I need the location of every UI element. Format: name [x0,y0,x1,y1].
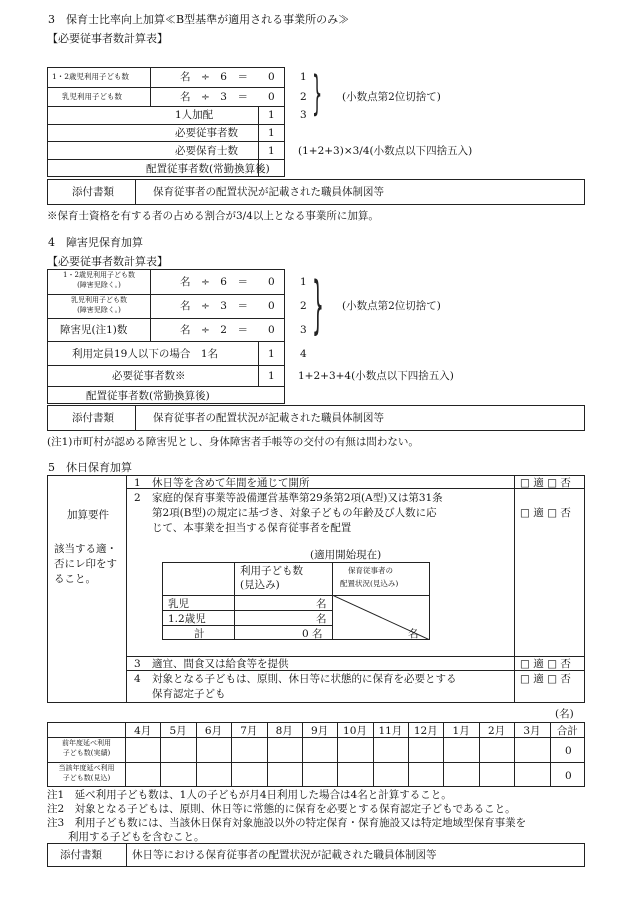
s3-note: ※保育士資格を有する者の占める割合が3/4以上となる事業所に加算。 [47,210,379,222]
s5-inner-col1-1: 利用子ども数 [240,565,303,577]
s3-attach-text: 保育従事者の配置状況が記載された職員体制図等 [153,186,384,198]
s3-row1-formula: 名 ÷ 6 ＝ [180,71,248,83]
month-header: 8月 [275,725,293,737]
s5-item3-no: 3 [134,658,141,670]
s5-note2: 注2 対象となる子どもは、原則、休日等に常態的に保育を必要とする保育認定子どもであること。 [47,803,516,815]
s4-idx2: 2 [300,300,307,312]
s5-req-instr-3: ること。 [54,573,96,585]
s5-unit: (名) [555,708,574,720]
s4-row2-label2: (障害児除く。) [77,306,121,314]
s4-idx1: 1 [300,276,307,288]
s5-item4-line1: 対象となる子どもは、原則、休日等に状態的に保育を必要とする [152,673,457,685]
s3-required-nurse-value: 1 [268,145,275,157]
month-header: 3月 [523,725,541,737]
s5-item3-check[interactable]: □ 適 □ 否 [520,658,571,670]
s4-staff-formula: 1+2+3+4(小数点以下四捨五入) [298,370,454,382]
s5-inner-row2-label: 1.2歳児 [168,613,206,625]
s3-idx1: 1 [300,71,307,83]
s5-inner-caption: (適用開始現在) [310,549,382,561]
s3-nurse-formula: (1+2+3)×3/4(小数点以下四捨五入) [298,145,473,157]
s3-note-round: (小数点第2位切捨て) [342,91,441,103]
s5-inner-row1-label: 乳児 [168,598,189,610]
s3-row2-label: 乳児利用子ども数 [62,92,122,101]
s4-idx3: 3 [300,324,307,336]
s5-mrow2-label2: 子ども数(見込) [62,774,111,782]
s4-note: (注1)市町村が認める障害児とし、身体障害者手帳等の交付の有無は問わない。 [47,436,419,448]
s5-inner-col2-unit: 名 [408,628,419,640]
s3-required-nurse-label: 必要保育士数 [175,145,238,157]
month-header: 2月 [487,725,506,737]
s5-req-label: 加算要件 [67,509,109,521]
s5-inner-row3-label: 計 [194,628,205,640]
s4-required-staff-label: 必要従事者数※ [112,370,186,382]
s5-item2-line3: じて、本事業を担当する保育従事者を配置 [152,522,352,534]
s3-attach-label: 添付書類 [72,186,114,198]
s4-idx4: 4 [300,348,307,360]
s4-row1-label1: 1・2歳児利用子ども数 [63,271,135,279]
s5-attach-text: 休日等における保育従事者の配置状況が記載された職員体制図等 [132,849,437,861]
month-header: 10月 [343,725,367,737]
s5-mrow1-label2: 子ども数(実績) [62,749,111,757]
s5-mrow1-label1: 前年度延べ利用 [62,739,111,747]
s5-item2-line1: 家庭的保育事業等設備運営基準第29条第2項(A型)又は第31条 [152,492,443,504]
s4-note-round: (小数点第2位切捨て) [342,300,441,312]
s3-heading: 3 保育士比率向上加算≪B型基準が適用される事業所のみ≫ [48,13,350,26]
s5-item2-check[interactable]: □ 適 □ 否 [520,507,571,519]
s4-row2-result: 0 [268,300,275,312]
s5-inner-col2-1: 保育従事者の [348,566,393,575]
s4-under19-value: 1 [268,348,275,360]
s4-required-staff-value: 1 [268,370,275,382]
s5-item2-no: 2 [134,492,141,504]
s5-req-instr-2: 否にレ印をす [54,558,117,570]
s5-mrow1-total: 0 [565,745,572,757]
s3-required-staff-value: 1 [268,127,275,139]
s3-row2-result: 0 [268,91,275,103]
s4-row3-formula: 名 ÷ 2 ＝ [180,324,248,336]
s5-item4-check[interactable]: □ 適 □ 否 [520,673,571,685]
month-header: 11月 [378,725,403,737]
month-header: 4月 [134,725,152,737]
s4-assigned-label: 配置従事者数(常勤換算後) [86,390,210,402]
s4-attach-text: 保育従事者の配置状況が記載された職員体制図等 [153,412,384,424]
month-header: 5月 [169,725,187,737]
s5-note4: 利用する子どもを含むこと。 [47,831,205,843]
s5-item2-line2: 第2項(B型)の規定に基づき、対象子どもの年齢及び人数に応 [152,507,437,519]
s5-item4-line2: 保育認定子ども [152,688,226,700]
month-header: 7月 [240,725,258,737]
month-header: 1月 [452,725,470,737]
s5-note1: 注1 延べ利用子ども数は、1人の子どもが月4日利用した場合は4名と計算すること。 [47,789,452,801]
month-header: 6月 [204,725,223,737]
s4-attach-label: 添付書類 [72,412,114,424]
s5-heading: 5 休日保育加算 [48,461,132,474]
s5-item4-no: 4 [134,673,141,685]
s4-row1-label2: (障害児除く。) [77,281,121,289]
s4-row1-result: 0 [268,276,275,288]
s4-brace-icon: } [312,268,324,341]
s5-mrow2-total: 0 [565,770,572,782]
s5-inner-row2-value: 名 [316,613,327,625]
month-header: 合計 [556,725,578,737]
s5-inner-col1-2: (見込み) [240,579,280,591]
s5-item3-text: 適宜、間食又は給食等を提供 [152,658,289,670]
s5-item1-no: 1 [134,477,141,489]
s4-row1-formula: 名 ÷ 6 ＝ [180,276,248,288]
s3-idx2: 2 [300,91,307,103]
s3-calc-title: 【必要従事者数計算表】 [47,32,168,45]
s5-item1-check[interactable]: □ 適 □ 否 [520,477,571,489]
s5-item1-text: 休日等を含めて年間を通じて開所 [152,477,310,489]
s5-note3: 注3 利用子ども数には、当該休日保育対象施設以外の特定保育・保育施設又は特定地域型保育事業を [47,817,527,829]
s3-required-staff-label: 必要従事者数 [175,127,238,139]
s4-row2-formula: 名 ÷ 3 ＝ [180,300,248,312]
s5-attach-label: 添付書類 [60,849,102,861]
month-header: 12月 [413,725,438,737]
s4-heading: 4 障害児保育加算 [48,236,143,249]
s4-row3-label: 障害児(注1)数 [60,324,128,336]
s3-assigned-label: 配置従事者数(常勤換算後) [146,163,270,175]
s5-inner-col2-2: 配置状況(見込み) [340,579,399,588]
s5-req-instr-1: 該当する適・ [54,543,117,555]
s5-inner-row1-value: 名 [316,598,327,610]
s4-row2-label1: 乳児利用子ども数 [71,296,127,304]
s3-one-person-label: 1人加配 [175,109,214,121]
month-header: 9月 [311,725,329,737]
s3-row1-label: 1・2歳児利用子ども数 [52,72,130,81]
s5-mrow2-label1: 当該年度延べ利用 [58,764,115,772]
s3-idx3: 3 [300,109,307,121]
s4-under19-label: 利用定員19人以下の場合 1名 [72,348,219,360]
s3-brace-icon: } [312,66,323,120]
s4-calc-title: 【必要従事者数計算表】 [47,255,168,268]
s5-inner-row3-value: 0 名 [302,628,323,640]
s3-one-person-value: 1 [268,109,275,121]
s3-row2-formula: 名 ÷ 3 ＝ [180,91,248,103]
s4-row3-result: 0 [268,324,275,336]
s3-row1-result: 0 [268,71,275,83]
